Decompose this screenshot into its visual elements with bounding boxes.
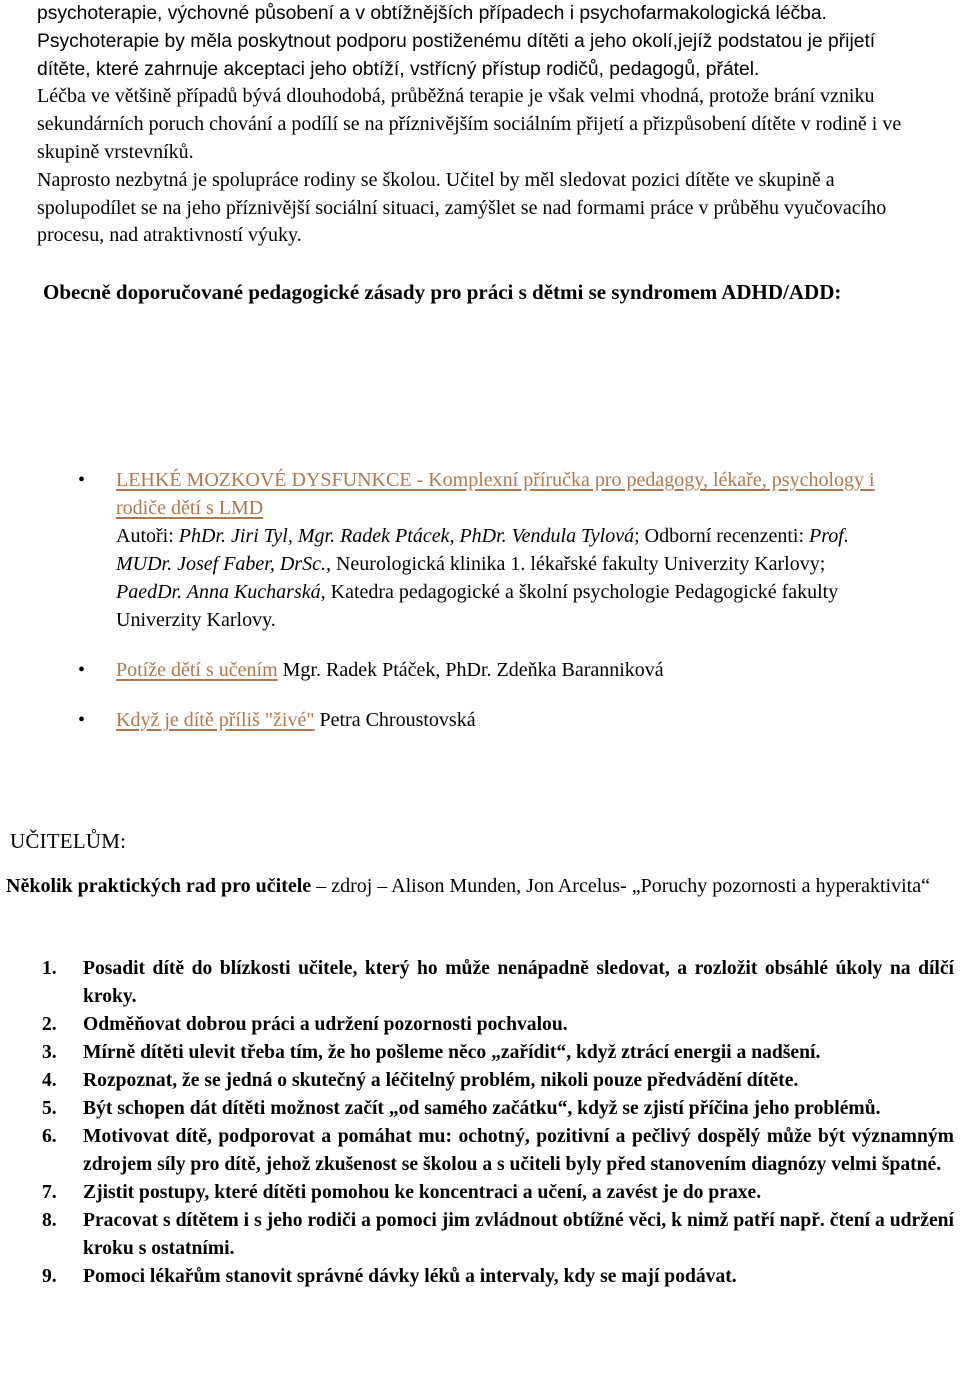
tip-number: 7.	[42, 1182, 57, 1203]
tip-item	[36, 1039, 954, 1067]
tip-text: Posadit dítě do blízkosti učitele, který ho může nenápadně sledovat, a rozložit obsáhlé úkoly na dílčí kroky.	[83, 958, 954, 1007]
tip-number: 8.	[42, 1210, 57, 1231]
reviewer-kucharska-affiliation: , Katedra pedagogické a školní psychologie Pedagogické fakulty Univerzity Karlovy.	[116, 581, 839, 631]
source-title: Několik praktických rad pro učitele	[6, 875, 312, 897]
intro-teacher-sentence: Učitel by měl sledovat pozici dítěte ve skupině a spolupodílet se na jeho příznivější sociální situaci, zamýšlet se nad formami práce v průběhu vyučovacího procesu, nad atraktivností výuky.	[37, 168, 887, 247]
tip-text: Motivovat dítě, podporovat a pomáhat mu: ochotný, pozitivní a pečlivý dospělý může být významným zdrojem síly pro dítě, jehož zkušenost se školou a s učiteli byly před stanovením diagnózy velmi špatné.	[83, 1126, 954, 1175]
source-attribution: – zdroj – Alison Munden, Jon Arcelus- „Poruchy pozornosti a hyperaktivita“	[311, 875, 930, 897]
tip-item	[36, 1067, 954, 1095]
resource-link-potize[interactable]: Potíže dětí s učením	[116, 659, 278, 681]
tip-item	[36, 1011, 954, 1039]
intro-section	[37, 0, 917, 250]
reviewer-faber: Prof. MUDr. Josef Faber, DrSc.	[116, 525, 849, 575]
intro-paragraph-3	[37, 167, 917, 250]
resource-authors: Mgr. Radek Ptáček, PhDr. Zdeňka Baranniková	[277, 659, 664, 681]
bullet-icon: •	[78, 469, 86, 491]
list-item	[78, 466, 888, 634]
tip-item	[36, 955, 954, 1011]
authors-names: PhDr. Jiri Tyl, Mgr. Radek Ptácek, PhDr. Vendula Tylová	[178, 525, 635, 547]
tip-number: 3.	[42, 1042, 57, 1063]
tip-text: Pracovat s dítětem i s jeho rodiči a pomoci jim zvládnout obtížné věci, k nimž patří např. čtení a udržení kroku s ostatními.	[83, 1210, 954, 1259]
bullet-icon: •	[78, 709, 86, 731]
tip-number: 2.	[42, 1014, 57, 1035]
resource-link-zive[interactable]: Když je dítě příliš "živé"	[116, 709, 315, 731]
intro-cooperation-sentence: Naprosto nezbytná je spolupráce rodiny se školou.	[37, 168, 441, 191]
tip-number: 9.	[42, 1266, 57, 1287]
resource-link-lmd[interactable]: LEHKÉ MOZKOVÉ DYSFUNKCE - Komplexní příručka pro pedagogy, lékaře, psychology i rodiče dětí s LMD	[116, 469, 875, 519]
source-line	[6, 872, 954, 900]
tip-item	[36, 1123, 954, 1179]
resource-authors: Petra Chroustovská	[314, 709, 476, 731]
reviewers-label: ; Odborní recenzenti:	[634, 525, 810, 547]
tip-text: Zjistit postupy, které dítěti pomohou ke koncentraci a učení, a zavést je do praxe.	[83, 1182, 762, 1203]
tip-text: Mírně dítěti ulevit třeba tím, že ho pošleme něco „zařídit“, když ztrácí energii a nadšení.	[83, 1042, 821, 1063]
authors-label: Autoři:	[116, 525, 179, 547]
tip-text: Pomoci lékařům stanovit správné dávky léků a intervaly, kdy se mají podávat.	[83, 1266, 737, 1287]
tip-item	[36, 1207, 954, 1263]
reviewer-faber-affiliation: , Neurologická klinika 1. lékařské fakulty Univerzity Karlovy;	[325, 553, 826, 575]
tip-item	[36, 1179, 954, 1207]
tip-item	[36, 1263, 954, 1291]
teachers-heading: UČITELŮM:	[10, 829, 127, 853]
tip-number: 5.	[42, 1098, 57, 1119]
reviewer-kucharska: PaedDr. Anna Kucharská	[116, 581, 321, 603]
tip-number: 1.	[42, 958, 57, 979]
resource-list	[78, 466, 888, 734]
tips-list	[36, 955, 954, 1291]
list-item	[78, 656, 888, 684]
tip-number: 6.	[42, 1126, 57, 1147]
intro-paragraph-1: psychoterapie, výchovné působení a v obtížnějších případech i psychofarmakologická léčba. Psychoterapie by měla poskytnout podporu postiženému dítěti a jeho okolí,jejíž podstatou je přijetí dítěte, které zahrnuje akceptaci jeho obtíží, vstřícný přístup rodičů, pedagogů, přátel.	[37, 3, 876, 80]
intro-paragraph-2: Léčba ve většině případů bývá dlouhodobá, průběžná terapie je však velmi vhodná, protože brání vzniku sekundárních poruch chování a podílí se na příznivějším sociálním přijetí a přizpůsobení dítěte v rodině i ve skupině vrstevníků.	[37, 85, 902, 163]
list-item	[78, 706, 888, 734]
tip-number: 4.	[42, 1070, 57, 1091]
bullet-icon: •	[78, 659, 86, 681]
tip-text: Být schopen dát dítěti možnost začít „od samého začátku“, když se zjistí příčina jeho problémů.	[83, 1098, 881, 1119]
tip-item	[36, 1095, 954, 1123]
section-heading: Obecně doporučované pedagogické zásady pro práci s dětmi se syndromem ADHD/ADD:	[43, 280, 842, 304]
tip-text: Rozpoznat, že se jedná o skutečný a léčitelný problém, nikoli pouze předvádění dítěte.	[83, 1070, 799, 1091]
tip-text: Odměňovat dobrou práci a udržení pozornosti pochvalou.	[83, 1014, 568, 1035]
